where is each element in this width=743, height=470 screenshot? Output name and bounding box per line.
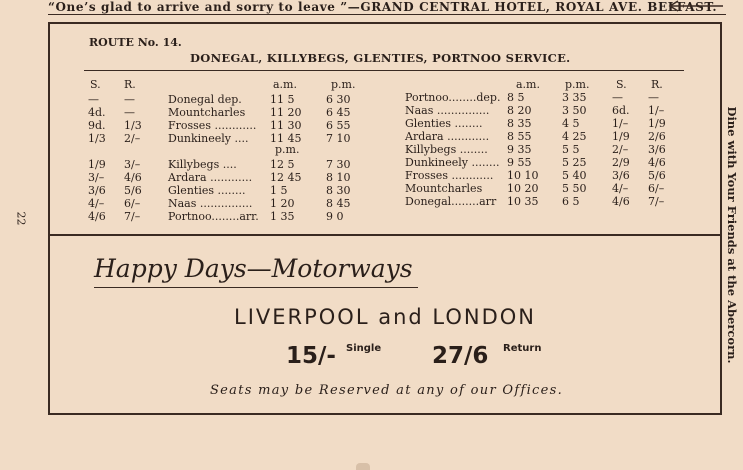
service-title: DONEGAL, KILLYBEGS, GLENTIES, PORTNOO SERVICE.	[190, 51, 571, 65]
table-row	[0, 91, 743, 104]
return-fare-cell: 1/3	[124, 119, 142, 132]
am-time-cell: 12 45	[270, 171, 302, 184]
am-time-cell: 1 5	[270, 184, 288, 197]
pm-time-cell: 5 5	[562, 143, 580, 156]
single-fare-cell: 1/–	[612, 117, 629, 130]
single-fare-cell: 3/–	[88, 171, 105, 184]
pm-time-cell: 5 25	[562, 156, 587, 169]
single-fare-label: Single	[346, 343, 382, 354]
pm-time-cell: 3 35	[562, 91, 587, 104]
return-fare-cell: 2/6	[648, 130, 666, 143]
page-fold-mark	[356, 463, 370, 470]
hotel-banner: “One’s glad to arrive and sorry to leave ”—GRAND CENTRAL HOTEL, ROYAL AVE. BELFAST.	[48, 0, 718, 14]
stop-name-cell: Portnoo........dep.	[405, 91, 501, 104]
single-fare-cell: 4d.	[88, 106, 106, 119]
return-fare-cell: 7/–	[124, 210, 141, 223]
side-advert-text: Dine with Your Friends at the Abercorn.	[725, 106, 739, 364]
single-fare-cell: —	[88, 93, 99, 106]
return-fare: 27/6	[432, 343, 489, 369]
pm-time-cell: 7 30	[326, 158, 351, 171]
return-fare-cell: 7/–	[648, 195, 665, 208]
return-fare-cell: —	[648, 91, 659, 104]
table-row	[0, 210, 743, 223]
table-row	[0, 195, 743, 208]
pm-time-cell: 3 50	[562, 104, 587, 117]
left-single-header: S.	[90, 78, 101, 91]
stop-name-cell: Dunkineely ........	[405, 156, 500, 169]
pm-time-cell: 8 30	[326, 184, 351, 197]
pm-time-cell: 4 25	[562, 130, 587, 143]
table-row	[0, 182, 743, 195]
single-fare: 15/-	[286, 343, 336, 369]
right-am-header: a.m.	[516, 78, 540, 91]
am-time-cell: 12 5	[270, 158, 295, 171]
return-fare-cell: 1/–	[648, 104, 665, 117]
am-time-cell: 1 20	[270, 197, 295, 210]
left-am-header: a.m.	[273, 78, 297, 91]
pm-time-cell: 7 10	[326, 132, 351, 145]
return-fare-cell: —	[124, 106, 135, 119]
single-fare-cell: 4/6	[88, 210, 106, 223]
return-fare-cell: 2/–	[124, 132, 141, 145]
advert-destinations: LIVERPOOL and LONDON	[234, 305, 536, 329]
return-fare-cell: 5/6	[648, 169, 666, 182]
advert-slogan: Happy Days—Motorways	[94, 254, 413, 283]
return-fare-cell: —	[124, 93, 135, 106]
stop-name-cell: Glenties ........	[168, 184, 246, 197]
table-row	[0, 104, 743, 117]
banner-rule	[48, 14, 726, 15]
am-time-cell: 10 10	[507, 169, 539, 182]
single-fare-cell: 2/9	[612, 156, 630, 169]
return-fare-cell: 1/9	[648, 117, 666, 130]
table-row	[0, 143, 743, 156]
title-rule	[84, 70, 684, 71]
single-fare-cell: —	[612, 91, 623, 104]
stop-name-cell: Donegal dep.	[168, 93, 242, 106]
single-fare-cell: 2/–	[612, 143, 629, 156]
return-fare-cell: 5/6	[124, 184, 142, 197]
am-time-cell: 11 30	[270, 119, 302, 132]
pm-time-cell: 6 55	[326, 119, 351, 132]
page-number: 22	[14, 211, 28, 226]
arrow-left-icon	[668, 0, 724, 12]
stop-name-cell: Frosses ............	[168, 119, 257, 132]
stop-name-cell: Naas ...............	[405, 104, 490, 117]
single-fare-cell: 4/6	[612, 195, 630, 208]
stop-name-cell: Mountcharles	[405, 182, 483, 195]
pm-time-cell: 6 5	[562, 195, 580, 208]
pm-time-cell: 8 45	[326, 197, 351, 210]
stop-name-cell: Portnoo........arr.	[168, 210, 259, 223]
right-return-header: R.	[651, 78, 663, 91]
return-fare-cell: 3/–	[124, 158, 141, 171]
am-time-cell: 10 20	[507, 182, 539, 195]
pm-time-cell: 5 40	[562, 169, 587, 182]
return-fare-cell: 6/–	[648, 182, 665, 195]
single-fare-cell: 3/6	[612, 169, 630, 182]
single-fare-cell: 1/9	[612, 130, 630, 143]
am-time-cell: 9 55	[507, 156, 532, 169]
am-time-cell: 9 35	[507, 143, 532, 156]
am-time-cell: 8 5	[507, 91, 525, 104]
stop-name-cell: Frosses ............	[405, 169, 494, 182]
am-time-cell: 11 20	[270, 106, 302, 119]
return-fare-cell: 6/–	[124, 197, 141, 210]
am-time-cell: 8 35	[507, 117, 532, 130]
single-fare-cell: 1/3	[88, 132, 106, 145]
stop-name-cell: Killybegs ....	[168, 158, 237, 171]
right-pm-header: p.m.	[565, 78, 590, 91]
table-row	[0, 130, 743, 143]
stop-name-cell: Mountcharles	[168, 106, 246, 119]
route-number: ROUTE No. 14.	[89, 36, 182, 49]
single-fare-cell: 9d.	[88, 119, 106, 132]
pm-time-cell: 9 0	[326, 210, 344, 223]
return-fare-cell: 4/6	[648, 156, 666, 169]
single-fare-cell: 6d.	[612, 104, 630, 117]
single-fare-cell: 4/–	[612, 182, 629, 195]
stop-name-cell: Dunkineely ....	[168, 132, 249, 145]
table-row	[0, 169, 743, 182]
left-return-header: R.	[124, 78, 136, 91]
stop-name-cell: Killybegs ........	[405, 143, 488, 156]
stop-name-cell: Naas ...............	[168, 197, 253, 210]
single-fare-cell: 4/–	[88, 197, 105, 210]
single-fare-cell: 3/6	[88, 184, 106, 197]
return-fare-cell: 3/6	[648, 143, 666, 156]
section-divider	[48, 234, 722, 236]
am-time-cell: 11 45	[270, 132, 302, 145]
pm-time-cell: 6 30	[326, 93, 351, 106]
return-fare-label: Return	[503, 343, 542, 354]
left-pm-header: p.m.	[331, 78, 356, 91]
am-time-cell: 8 55	[507, 130, 532, 143]
table-row	[0, 117, 743, 130]
left-pm-marker: p.m.	[275, 143, 300, 156]
single-fare-cell: 1/9	[88, 158, 106, 171]
pm-time-cell: 5 50	[562, 182, 587, 195]
stop-name-cell: Ardara ............	[168, 171, 253, 184]
am-time-cell: 11 5	[270, 93, 295, 106]
pm-time-cell: 4 5	[562, 117, 580, 130]
seats-note: Seats may be Reserved at any of our Offices.	[209, 383, 564, 398]
slogan-underline	[94, 287, 418, 288]
stop-name-cell: Donegal........arr	[405, 195, 497, 208]
return-fare-cell: 4/6	[124, 171, 142, 184]
table-row	[0, 156, 743, 169]
am-time-cell: 8 20	[507, 104, 532, 117]
pm-time-cell: 8 10	[326, 171, 351, 184]
am-time-cell: 1 35	[270, 210, 295, 223]
stop-name-cell: Glenties ........	[405, 117, 483, 130]
pm-time-cell: 6 45	[326, 106, 351, 119]
stop-name-cell: Ardara ............	[405, 130, 490, 143]
right-single-header: S.	[616, 78, 627, 91]
am-time-cell: 10 35	[507, 195, 539, 208]
